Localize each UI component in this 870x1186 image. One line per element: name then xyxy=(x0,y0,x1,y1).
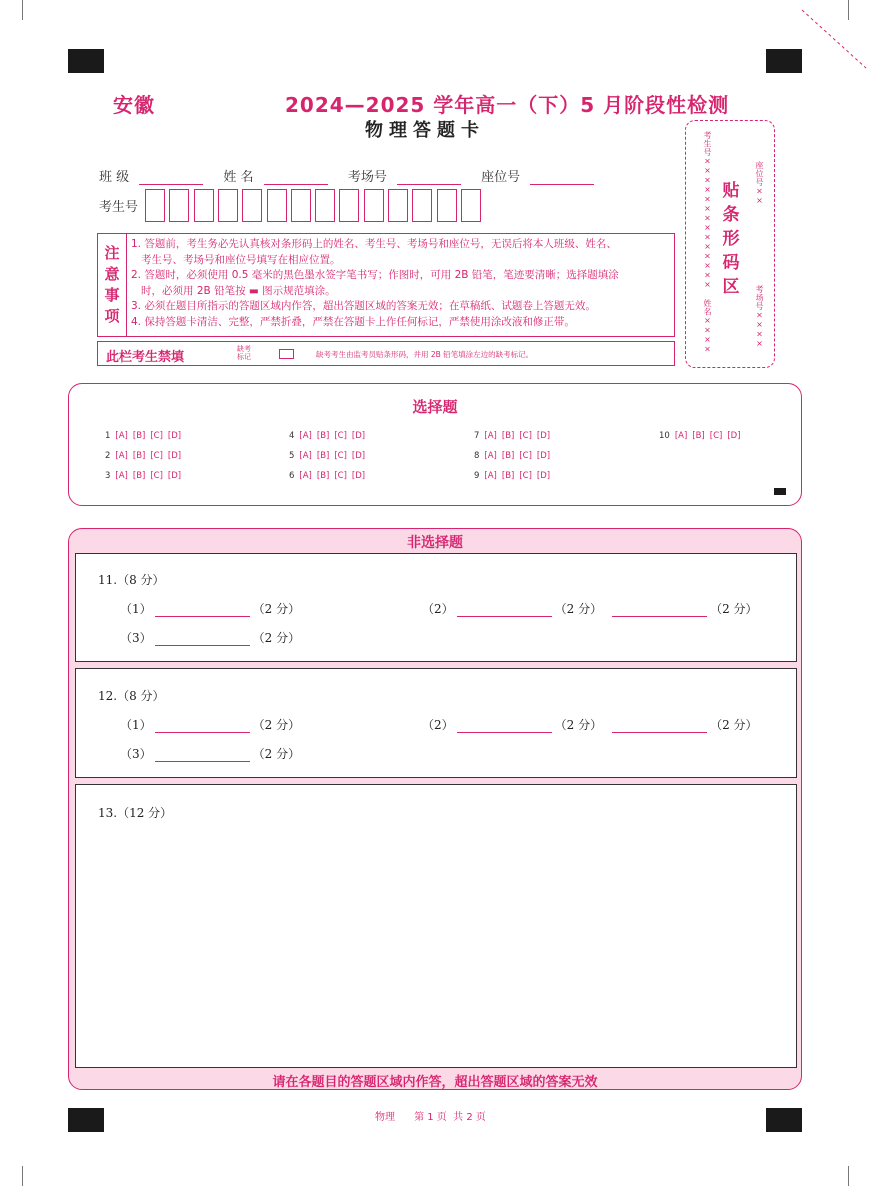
choice-option[interactable]: [B] xyxy=(501,471,515,481)
crop-mark xyxy=(0,1166,23,1186)
blank-q12-3[interactable]: （3） （2 分） xyxy=(120,747,301,761)
choice-option[interactable]: [A] xyxy=(484,471,497,481)
choice-option[interactable]: [C] xyxy=(709,431,723,441)
forbidden-row xyxy=(97,341,675,366)
room-field[interactable] xyxy=(397,170,461,185)
student-id-digit-box[interactable] xyxy=(437,189,457,222)
choice-question xyxy=(474,471,555,481)
question-number: 1 xyxy=(105,431,111,441)
question-number: 5 xyxy=(289,451,295,461)
question-number: 6 xyxy=(289,471,295,481)
question-number: 8 xyxy=(474,451,480,461)
footer-warning: 请在各题目的答题区域内作答，超出答题区域的答案无效 xyxy=(272,1075,598,1090)
choice-option[interactable]: [D] xyxy=(351,471,366,481)
question-number: 3 xyxy=(105,471,111,481)
seat-field[interactable] xyxy=(530,170,594,185)
choice-question xyxy=(659,431,746,441)
notice-line: 3. 必须在题目所指示的答题区域内作答，超出答题区域的答案无效；在草稿纸、试题卷上答题无效。 xyxy=(131,300,596,312)
fold-line xyxy=(800,8,868,70)
notice-heading: 注 意 事 项 xyxy=(98,234,127,336)
choice-title: 选择题 xyxy=(412,398,458,416)
name-field[interactable] xyxy=(264,170,328,185)
absent-mark-box[interactable] xyxy=(279,349,294,359)
page-footer xyxy=(375,1108,486,1123)
choice-option[interactable]: [C] xyxy=(519,451,532,461)
notice-box xyxy=(97,233,675,337)
barcode-area xyxy=(685,120,775,368)
barcode-right-text: 座位号×× xyxy=(755,161,764,206)
choice-option[interactable]: [C] xyxy=(150,471,163,481)
choice-option[interactable]: [B] xyxy=(316,431,330,441)
choice-option[interactable]: [A] xyxy=(674,431,688,441)
question-number: 2 xyxy=(105,451,111,461)
name-label: 姓 名 xyxy=(223,170,254,185)
notice-line: 2. 答题时，必须使用 0.5 毫米的黑色墨水签字笔书写；作图时，可用 2B 铅笔，笔迹要清晰；选择题填涂 xyxy=(131,269,619,281)
room-label: 考场号 xyxy=(347,170,387,185)
question-title: 11.（8 分） xyxy=(98,573,165,587)
question-number: 9 xyxy=(474,471,480,481)
choice-option[interactable]: [B] xyxy=(501,431,515,441)
nonchoice-section xyxy=(68,528,802,1090)
registration-mark xyxy=(766,1108,802,1132)
choice-option[interactable]: [A] xyxy=(484,431,497,441)
student-id-digit-box[interactable] xyxy=(169,189,189,222)
student-id-digit-box[interactable] xyxy=(242,189,262,222)
choice-question xyxy=(474,431,555,441)
choice-question xyxy=(474,451,555,461)
info-row xyxy=(99,166,594,185)
choice-option[interactable]: [C] xyxy=(519,431,532,441)
blank-q11-3[interactable]: （3） （2 分） xyxy=(120,631,301,645)
exam-title: 2024—2025 学年高一（下）5 月阶段性检测 xyxy=(285,93,730,117)
question-title: 12.（8 分） xyxy=(98,689,165,703)
choice-option[interactable]: [A] xyxy=(484,451,497,461)
id-label: 考生号 xyxy=(99,200,139,215)
choice-option[interactable]: [B] xyxy=(501,451,515,461)
notice-lines xyxy=(131,237,671,330)
choice-option[interactable]: [B] xyxy=(692,431,705,441)
registration-mark xyxy=(68,49,104,73)
barcode-left-text: 考生号×××××××××××××× xyxy=(703,131,712,290)
notice-line: 1. 答题前，考生务必先认真核对条形码上的姓名、考生号、考场号和座位号，无误后将本人班级、姓名、 xyxy=(131,238,617,250)
student-id-digit-box[interactable] xyxy=(218,189,238,222)
crop-mark xyxy=(848,1166,870,1186)
choice-option[interactable]: [D] xyxy=(167,431,182,441)
choice-option[interactable]: [B] xyxy=(132,451,146,461)
class-field[interactable] xyxy=(139,170,203,185)
barcode-label: 贴 条 形 码 区 xyxy=(722,181,740,297)
choice-option[interactable]: [B] xyxy=(316,451,330,461)
student-id-digit-box[interactable] xyxy=(412,189,432,222)
region-label: 安徽 xyxy=(113,93,155,117)
choice-question xyxy=(105,451,186,461)
question-title: 13.（12 分） xyxy=(98,806,173,820)
question-number: 10 xyxy=(659,431,670,441)
page-number: 第 1 页 共 2 页 xyxy=(414,1112,486,1123)
choice-option[interactable]: [D] xyxy=(727,431,741,441)
choice-option[interactable]: [D] xyxy=(167,471,182,481)
choice-option[interactable]: [A] xyxy=(115,471,128,481)
choice-option[interactable]: [D] xyxy=(167,451,182,461)
answer-box-q12[interactable] xyxy=(75,668,797,778)
student-id-digit-box[interactable] xyxy=(267,189,287,222)
choice-question xyxy=(105,431,186,441)
choice-option[interactable]: [A] xyxy=(115,451,128,461)
absent-label: 缺考 标记 xyxy=(237,345,251,361)
choice-question xyxy=(289,451,370,461)
choice-option[interactable]: [C] xyxy=(334,451,347,461)
choice-option[interactable]: [C] xyxy=(150,451,163,461)
choice-section xyxy=(68,383,802,506)
registration-mark xyxy=(766,49,802,73)
absent-note: 缺考考生由监考员贴条形码，并用 2B 铅笔填涂左边的缺考标记。 xyxy=(316,350,534,359)
choice-option[interactable]: [C] xyxy=(334,431,347,441)
class-label: 班 级 xyxy=(99,170,130,185)
choice-question xyxy=(105,471,186,481)
choice-option[interactable]: [A] xyxy=(299,471,312,481)
barcode-left-text-2: 姓名×××× xyxy=(703,299,712,354)
registration-mark xyxy=(68,1108,104,1132)
student-id-digit-box[interactable] xyxy=(364,189,384,222)
nonchoice-title: 非选择题 xyxy=(407,535,463,551)
question-number: 4 xyxy=(289,431,295,441)
answer-box-q13[interactable] xyxy=(75,784,797,1068)
student-id-digit-box[interactable] xyxy=(461,189,481,222)
crop-mark xyxy=(0,0,23,20)
answer-box-q11[interactable] xyxy=(75,553,797,662)
student-id-digit-box[interactable] xyxy=(145,189,165,222)
student-id-digit-box[interactable] xyxy=(291,189,311,222)
choice-option[interactable]: [D] xyxy=(536,431,551,441)
timing-mark xyxy=(774,488,786,495)
choice-option[interactable]: [D] xyxy=(536,451,551,461)
choice-option[interactable]: [A] xyxy=(299,431,312,441)
choice-option[interactable]: [B] xyxy=(316,471,330,481)
student-id-digit-box[interactable] xyxy=(315,189,335,222)
card-title: 物理答题卡 xyxy=(365,120,485,141)
choice-option[interactable]: [B] xyxy=(132,471,146,481)
blank-q11-1[interactable]: （1） （2 分） xyxy=(120,602,301,616)
question-number: 7 xyxy=(474,431,480,441)
blank-q12-1[interactable]: （1） （2 分） xyxy=(120,718,301,732)
notice-line: 时，必须用 2B 铅笔按 ▬ 图示规范填涂。 xyxy=(131,284,336,297)
choice-option[interactable]: [C] xyxy=(519,471,532,481)
subject-label: 物理 xyxy=(375,1112,395,1123)
notice-line: 考生号、考场号和座位号填写在相应位置。 xyxy=(131,253,341,266)
choice-question xyxy=(289,471,370,481)
student-id-digit-box[interactable] xyxy=(194,189,214,222)
choice-option[interactable]: [C] xyxy=(150,431,163,441)
seat-label: 座位号 xyxy=(481,170,521,185)
choice-option[interactable]: [A] xyxy=(115,431,128,441)
forbidden-label: 此栏考生禁填 xyxy=(106,350,185,365)
choice-option[interactable]: [A] xyxy=(299,451,312,461)
choice-option[interactable]: [C] xyxy=(334,471,347,481)
barcode-right-text-2: 考场号×××× xyxy=(755,285,764,349)
choice-option[interactable]: [D] xyxy=(351,451,366,461)
choice-option[interactable]: [B] xyxy=(132,431,146,441)
student-id-digit-box[interactable] xyxy=(339,189,359,222)
choice-option[interactable]: [D] xyxy=(351,431,366,441)
student-id-digit-box[interactable] xyxy=(388,189,408,222)
blank-q11-2[interactable]: （2） （2 分） （2 分） xyxy=(422,602,758,616)
notice-line: 4. 保持答题卡清洁、完整，严禁折叠，严禁在答题卡上作任何标记，严禁使用涂改液和修正带。 xyxy=(131,315,575,328)
choice-option[interactable]: [D] xyxy=(536,471,551,481)
blank-q12-2[interactable]: （2） （2 分） （2 分） xyxy=(422,718,758,732)
choice-question xyxy=(289,431,370,441)
